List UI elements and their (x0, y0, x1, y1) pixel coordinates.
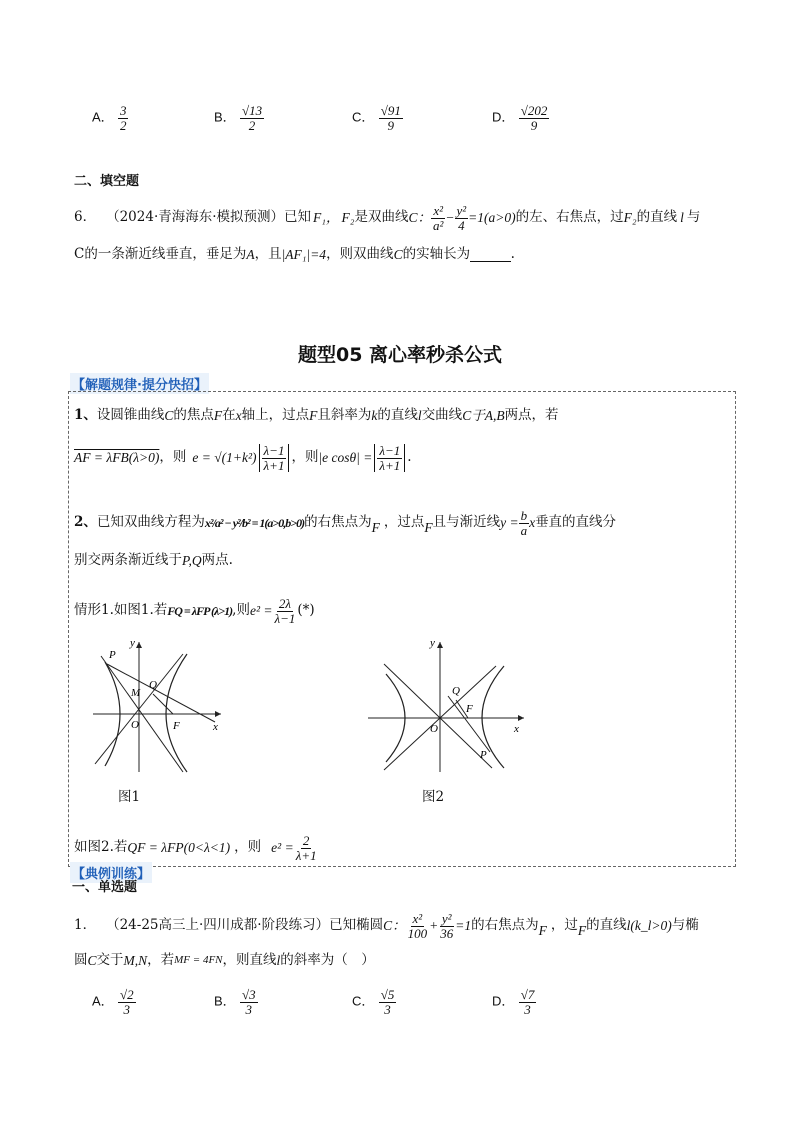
fig1-perpendicular (153, 694, 173, 714)
figure-1 (87, 634, 227, 774)
figure-2-svg (364, 634, 528, 774)
q1-line2: 圆 C 交于 M,N ，若 MF = 4FN ，则直线 l 的斜率为（ ） (74, 952, 375, 968)
svg-text:F: F (466, 703, 473, 715)
svg-text:P: P (480, 749, 487, 761)
figure-1-caption: 图1 (118, 789, 141, 805)
q1-option-d: D． $\frac{√7}{3}$ (492, 987, 535, 1017)
figure-2 (364, 634, 528, 774)
q1-line1: 1． （24-25高三上·四川成都·阶段练习）已知椭圆 C： $\frac{\text{x²}}{100}$ + $\frac{\text{y²}}{36}$ =1 的右焦点为 F ，过 F 的直线 l(k_l>0) 与椭 (74, 911, 699, 941)
tip1-abs-frac2: $\frac{\lambda-1}{\lambda+1}$ (374, 444, 405, 472)
q5-option-d: D． $\frac{√202}{9}$ (492, 103, 548, 133)
tip2-line2: 别交两条渐近线于 P,Q 两点. (74, 552, 233, 568)
svg-text:F: F (173, 720, 180, 732)
q5-option-c: C． $\frac{√91}{9}$ (352, 103, 401, 133)
q5-option-d-fraction: $\frac{√202}{9}$ (520, 103, 548, 133)
q6-eq-frac2: $\frac{\text{y²}}{4}$ (456, 203, 467, 233)
svg-text:x: x (213, 721, 218, 733)
case1-line: 情形1.如图1.若 FQ = λFP (λ>1) ,则 e² = $\frac{2\lambda}{\lambda-1}$ (*) (74, 596, 315, 626)
q6-answer-blank[interactable] (470, 247, 511, 262)
svg-text:O: O (131, 719, 139, 731)
section-title: 题型05 离心率秒杀公式 (297, 344, 503, 366)
section1-heading: 一、单选题 (72, 880, 138, 895)
tip2-line1: 2、 已知双曲线方程为 x²/a² − y²/b² = 1(a>0,b>0) 的右焦点为 F ，过点 F 且与渐近线 y = $\frac{b}{a}$ x 垂直的直线分 (74, 508, 617, 538)
q5-option-c-fraction: $\frac{√91}{9}$ (380, 103, 401, 133)
tip1-line1: 1、 设圆锥曲线 C 的焦点 F 在 x 轴上，过点 F 且斜率为 k 的直线 l 交曲线 C于A,B 两点，若 (74, 407, 559, 423)
q6-line1: 6． （2024·青海海东·模拟预测）已知 F₁， F₂ 是双曲线 C： $\frac{\text{x²}}{\text{a²}}$ − $\frac{\text{y²}}{4}$ =1(a>0) 的左、右焦点，过 F₂ 的直线 l 与 (74, 203, 701, 233)
svg-text:y: y (430, 637, 435, 649)
example-tag: 【典例训练】 (70, 862, 152, 883)
fig2-asymptote-1 (384, 664, 492, 768)
fig1-y-arrow (136, 642, 142, 648)
q1-option-b: B． $\frac{√3}{3}$ (214, 987, 256, 1017)
svg-text:Q: Q (149, 679, 157, 691)
section2-heading: 二、填空题 (74, 174, 140, 189)
svg-text:M: M (131, 687, 141, 699)
q5-option-b-fraction: $\frac{√13}{2}$ (241, 103, 263, 133)
q6-line2: C的一条渐近线垂直，垂足为 A ，且 |AF₁|=4 ，则双曲线 C 的实轴长为 . (74, 245, 515, 262)
svg-text:y: y (130, 637, 135, 649)
case1-garbled-condition: FQ = λFP (λ>1) (167, 604, 233, 619)
tip1-line2: AF = λFB(λ>0) ，则 e = √(1+k²) $\frac{\lambda-1}{\lambda+1}$ ，则 |e cosθ| = $\frac{\lambda-1}{\lambda+1}$ . (74, 443, 412, 473)
tip1-abs-frac1: $\frac{\lambda-1}{\lambda+1}$ (259, 444, 290, 472)
case2-line: 如图2.若 QF = λFP(0<λ<1) ，则 e² = $\frac{2}{\lambda+1}$ (74, 833, 317, 863)
tip2-garbled-equation: x²/a² − y²/b² = 1(a>0,b>0) (204, 516, 305, 531)
fig1-focal-line (107, 664, 215, 722)
q5-option-a-fraction: $\frac{3}{2}$ (119, 103, 127, 133)
q1-option-a: A． $\frac{√2}{3}$ (92, 987, 134, 1017)
q5-option-a: A． $\frac{3}{2}$ (92, 103, 127, 133)
fig2-y-arrow (437, 642, 443, 648)
svg-text:O: O (430, 723, 438, 735)
svg-text:P: P (109, 649, 116, 661)
tips-tag: 【解题规律·提分快招】 (70, 373, 209, 394)
fig2-x-arrow (518, 715, 524, 721)
q6-eq-frac1: $\frac{\text{x²}}{\text{a²}}$ (432, 203, 444, 233)
q1-option-c: C． $\frac{√5}{3}$ (352, 987, 395, 1017)
fig1-x-arrow (215, 711, 221, 717)
svg-text:Q: Q (452, 685, 460, 697)
q5-option-b: B． $\frac{√13}{2}$ (214, 103, 263, 133)
svg-text:x: x (514, 723, 519, 735)
figure-2-caption: 图2 (422, 789, 445, 805)
figure-1-svg (87, 634, 227, 774)
